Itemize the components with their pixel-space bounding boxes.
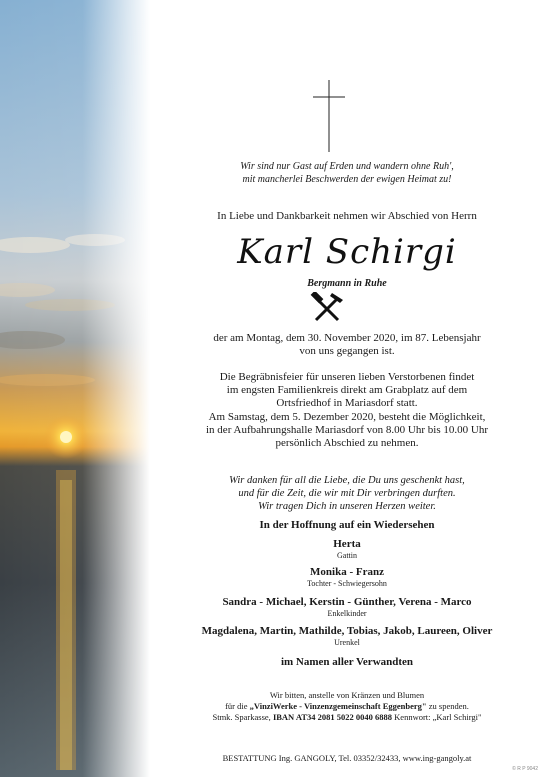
donation-line [150, 701, 544, 712]
viewing-line: Am Samstag, dem 5. Dezember 2020, besteht die Möglichkeit, [208, 411, 486, 423]
deceased-name: Karl Schirgi [237, 232, 457, 272]
iban: IBAN AT34 2081 5022 0040 6888 [272, 712, 393, 722]
thanks-verse [150, 474, 544, 513]
funeral-home-footer: BESTATTUNG Ing. GANGOLY, Tel. 03352/32433, www.ing-gangoly.at [222, 753, 472, 763]
document-code: © R P 9042 [512, 766, 538, 772]
mourner-entry [150, 625, 544, 648]
thanks-line: Wir danken für all die Liebe, die Du uns geschenkt hast, [229, 475, 465, 486]
verse-line: mit mancherlei Beschwerden der ewigen Heimat zu! [242, 174, 452, 185]
viewing-line: persönlich Abschied zu nehmen. [275, 437, 419, 449]
hope-line: In der Hoffnung auf ein Wiedersehen [259, 519, 435, 531]
funeral-info [150, 371, 544, 410]
death-notice [150, 332, 544, 358]
verse [150, 160, 544, 186]
death-line: von uns gegangen ist. [299, 345, 395, 357]
sunset-sea-photo [0, 0, 150, 777]
funeral-line: Ortsfriedhof in Mariasdorf statt. [276, 397, 418, 409]
funeral-line: Die Begräbnisfeier für unseren lieben Verstorbenen findet [219, 371, 475, 383]
mourner-entry [150, 596, 544, 619]
obituary-content [150, 0, 544, 777]
viewing-line: in der Aufbahrungshalle Mariasdorf von 8.00 Uhr bis 10.00 Uhr [206, 424, 488, 436]
thanks-line: und für die Zeit, die wir mit Dir verbringen durften. [238, 488, 456, 499]
donation-keyword: Kennwort: „Karl Schirgi" [394, 712, 482, 722]
funeral-line: im engsten Familienkreis direkt am Grabplatz auf dem [226, 384, 468, 396]
deceased-subtitle: Bergmann in Ruhe [307, 278, 387, 289]
donation-line: Wir bitten, anstelle von Kränzen und Blumen [269, 690, 425, 700]
death-line: der am Montag, dem 30. November 2020, im 87. Lebensjahr [213, 332, 481, 344]
intro-text: In Liebe und Dankbarkeit nehmen wir Abschied von Herrn [217, 210, 477, 222]
verse-line: Wir sind nur Gast auf Erden und wandern ohne Ruh', [240, 161, 454, 172]
all-relatives: im Namen aller Verwandten [280, 656, 414, 668]
mourner-entry [150, 538, 544, 561]
donation-post: zu spenden. [426, 701, 469, 711]
mourner-relation: Gattin [337, 551, 357, 560]
hammer-and-pick-icon [310, 292, 344, 322]
bank-name: Stmk. Sparkasse, [212, 712, 271, 722]
mourner-relation: Tochter - Schwiegersohn [307, 579, 387, 588]
mourner-names: Sandra - Michael, Kerstin - Günther, Verena - Marco [222, 596, 472, 608]
donation-pre: für die [225, 701, 250, 711]
mourner-names: Herta [333, 538, 361, 550]
mourner-relation: Urenkel [334, 638, 360, 647]
cross-icon [313, 80, 345, 152]
mourner-names: Magdalena, Martin, Mathilde, Tobias, Jakob, Laureen, Oliver [201, 625, 493, 637]
donation-request [150, 690, 544, 723]
thanks-line: Wir tragen Dich in unseren Herzen weiter. [258, 501, 436, 512]
mourner-relation: Enkelkinder [327, 609, 367, 618]
charity-name: „VinziWerke - Vinzenzgemeinschaft Eggenberg" [249, 701, 427, 711]
mourner-entry [150, 566, 544, 589]
mourner-names: Monika - Franz [310, 566, 384, 578]
bank-details [150, 712, 544, 723]
sunset-sea-image [0, 0, 150, 777]
viewing-info [150, 411, 544, 450]
